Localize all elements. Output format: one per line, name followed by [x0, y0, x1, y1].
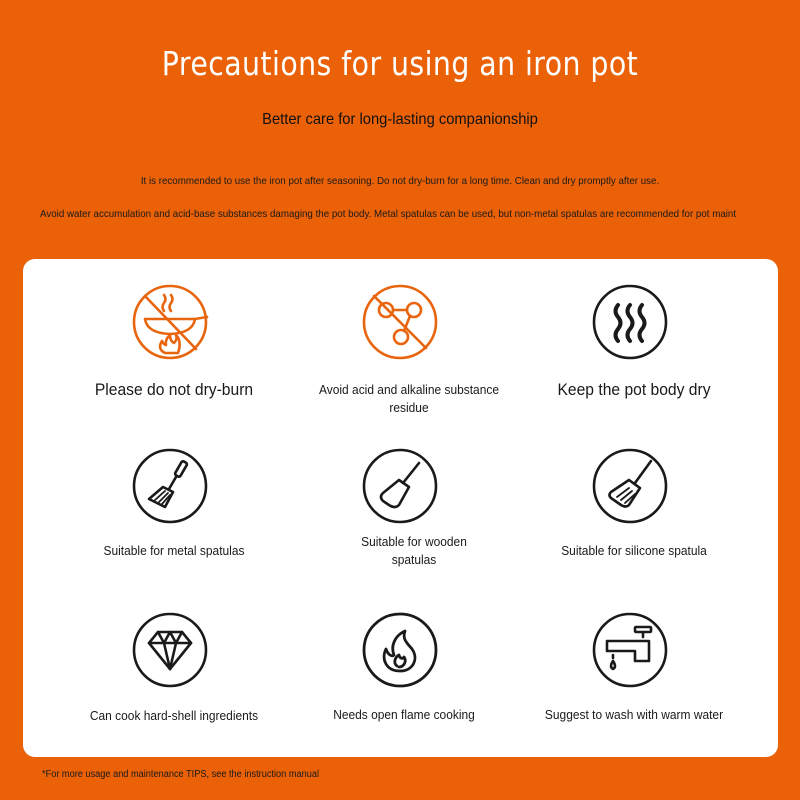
item-label-hard-shell: Can cook hard-shell ingredients — [89, 708, 259, 723]
no-acid-alkali-icon — [361, 283, 439, 361]
item-label-wooden-spatula: Suitable for wooden spatulas — [361, 534, 467, 567]
item-label-metal-spatula: Suitable for metal spatulas — [103, 543, 245, 558]
diamond-icon — [131, 611, 209, 689]
page-title: Precautions for using an iron pot — [161, 44, 639, 83]
metal-spatula-icon — [131, 447, 209, 525]
item-label-warm-water: Suggest to wash with warm water — [544, 707, 724, 722]
item-label-open-flame: Needs open flame cooking — [333, 707, 475, 722]
wooden-spatula-icon — [361, 447, 439, 525]
usage-note-2: Avoid water accumulation and acid-base substances damaging the pot body. Metal spatulas can be used, but non-metal spatulas are recommended for pot maint — [40, 208, 737, 220]
steam-waves-icon — [591, 283, 669, 361]
page-subtitle: Better care for long-lasting companionship — [262, 111, 538, 128]
precautions-card — [23, 259, 778, 757]
silicone-spatula-icon — [591, 447, 669, 525]
item-label-acid-alkali: Avoid acid and alkaline substance residue — [319, 382, 499, 415]
footnote: *For more usage and maintenance TIPS, see the instruction manual — [42, 769, 320, 780]
item-label-silicone-spatula: Suitable for silicone spatula — [561, 543, 707, 558]
flame-icon — [361, 611, 439, 689]
faucet-icon — [591, 611, 669, 689]
usage-note-1: It is recommended to use the iron pot after seasoning. Do not dry-burn for a long time. Clean and dry promptly after use. — [140, 175, 660, 187]
no-dry-burn-icon — [131, 283, 209, 361]
item-label-dry-burn: Please do not dry-burn — [94, 380, 254, 399]
item-label-keep-dry: Keep the pot body dry — [557, 380, 711, 399]
